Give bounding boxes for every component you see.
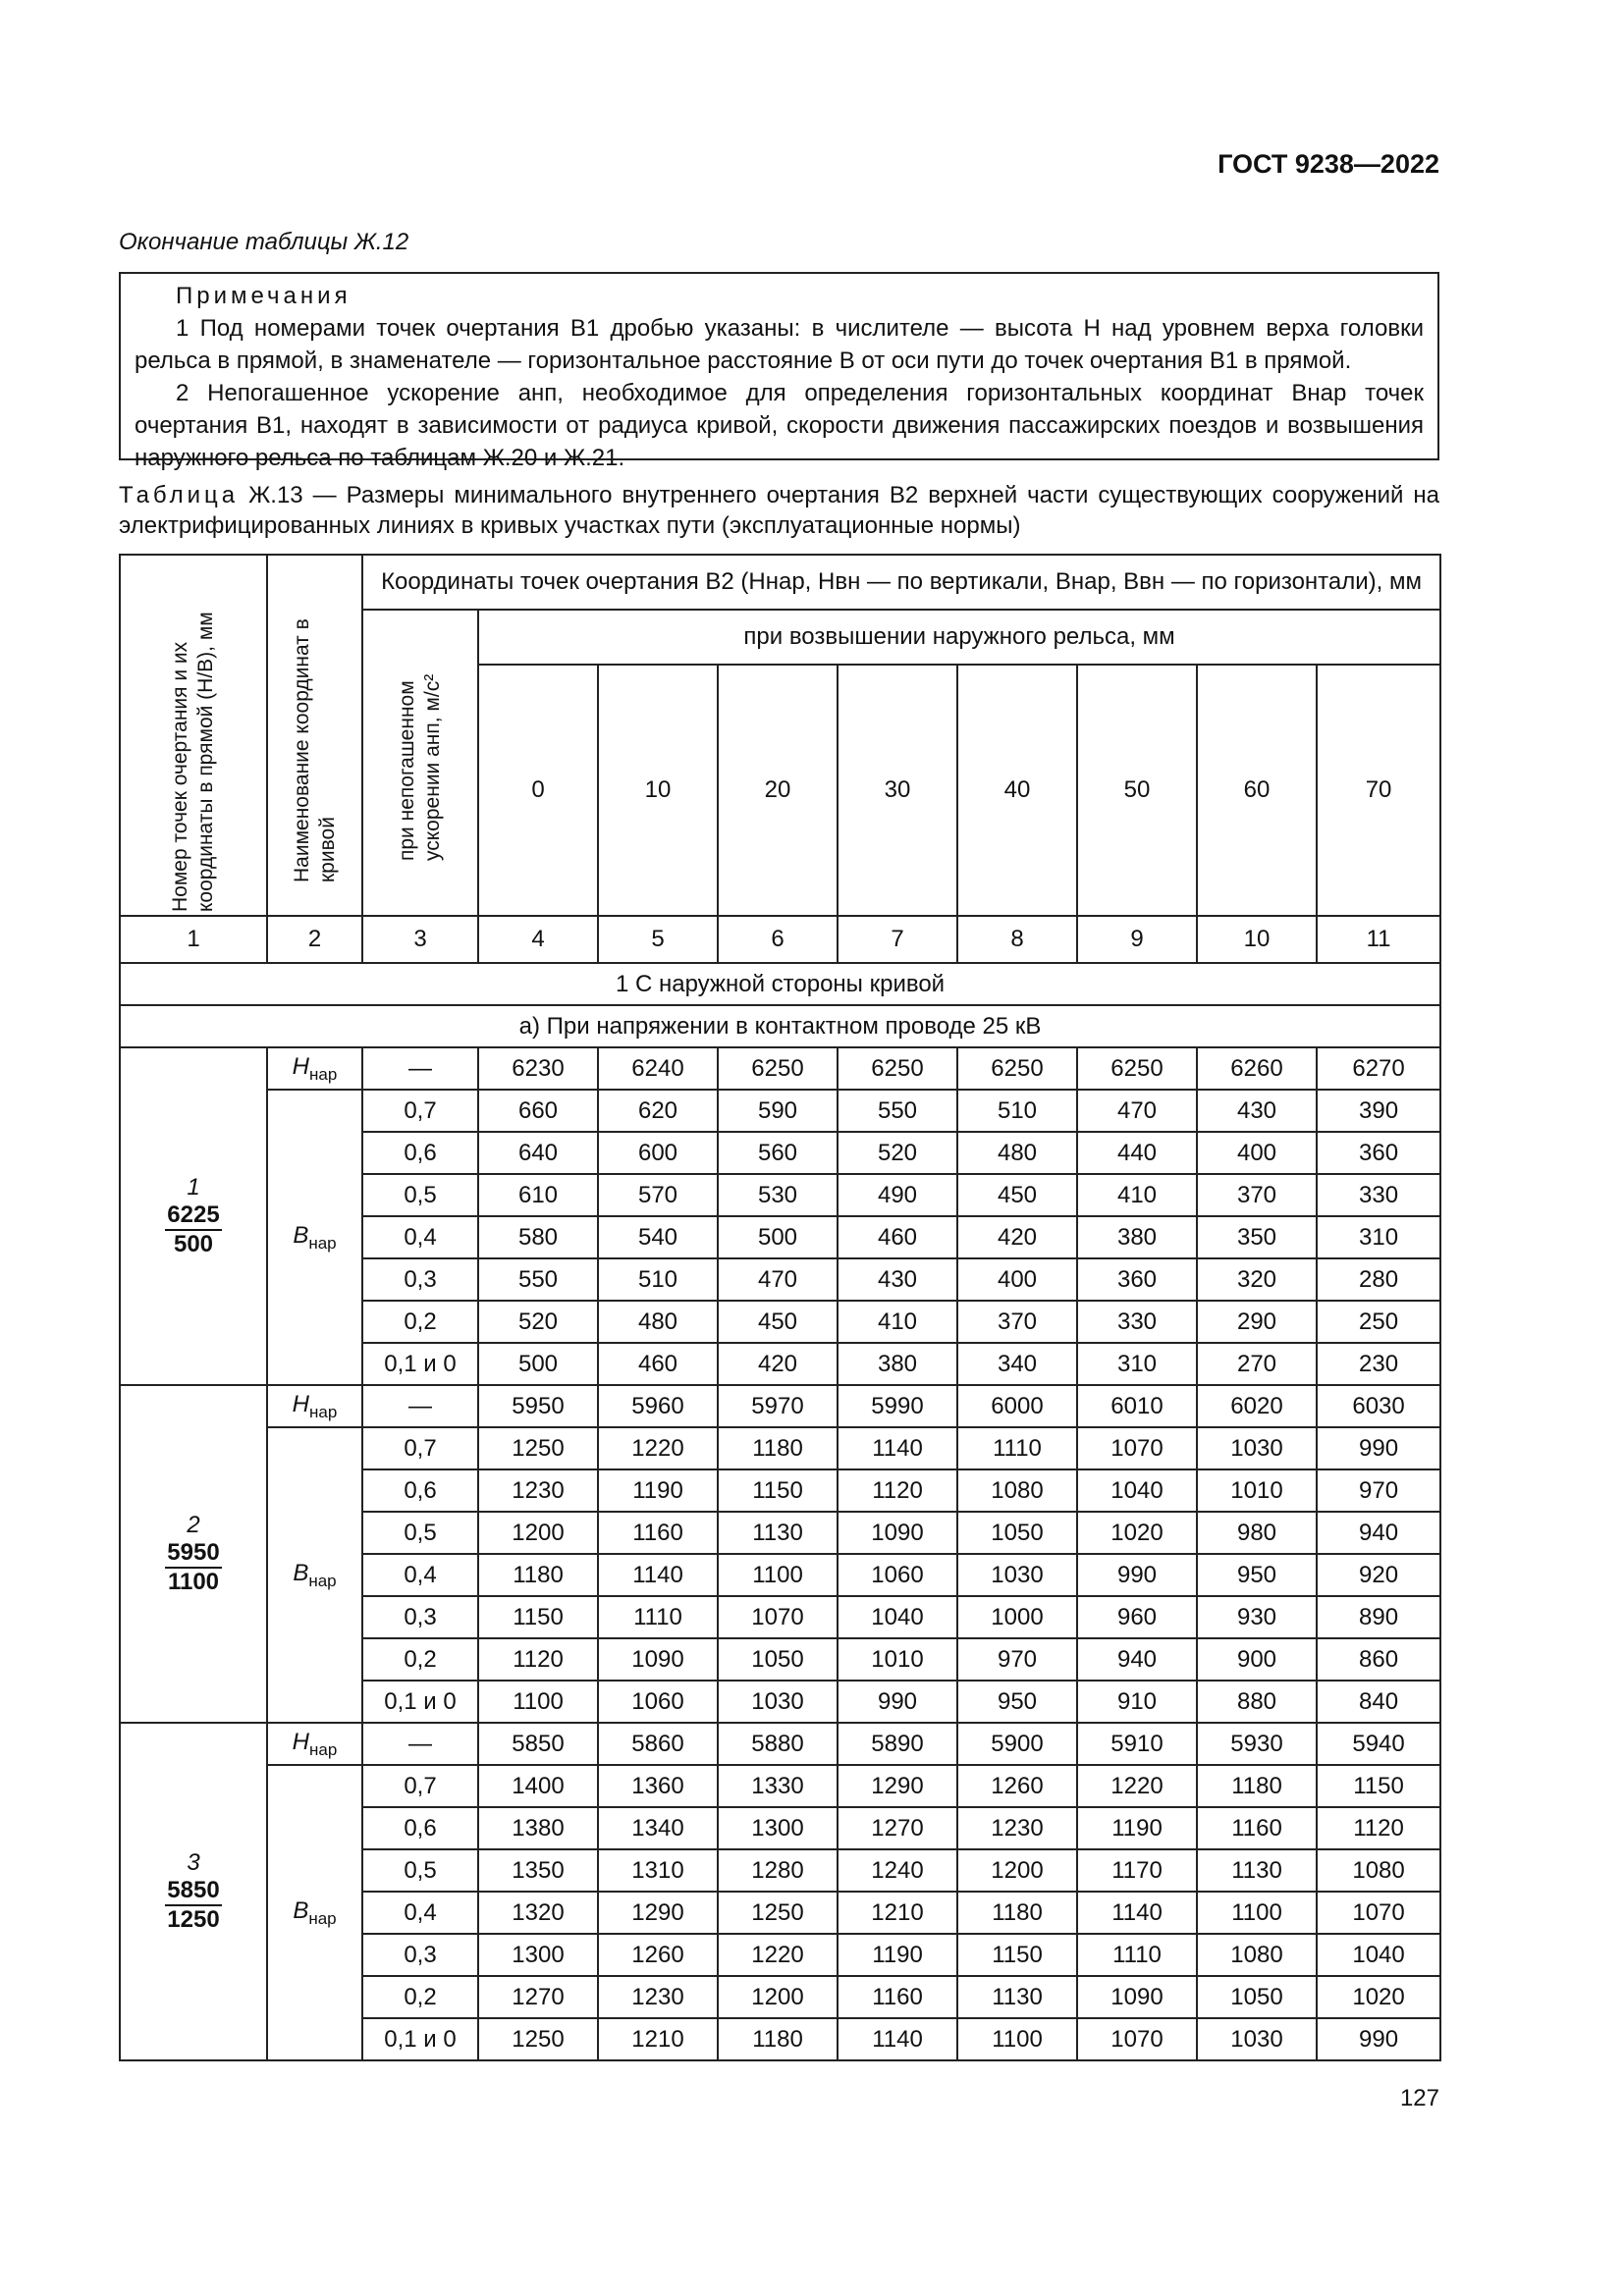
value-cell: 880	[1197, 1681, 1317, 1723]
value-cell: 1070	[1077, 2018, 1197, 2060]
point-cell	[120, 1723, 267, 2060]
value-cell: 930	[1197, 1596, 1317, 1638]
value-cell: 5950	[478, 1385, 598, 1427]
h-nar-label	[267, 1385, 362, 1427]
accel-cell: —	[362, 1047, 478, 1090]
value-cell: 1110	[957, 1427, 1077, 1469]
point-b: 1100	[167, 1569, 220, 1595]
accel-cell: 0,2	[362, 1301, 478, 1343]
value-cell: 1160	[1197, 1807, 1317, 1849]
value-cell: 970	[957, 1638, 1077, 1681]
value-cell: 1170	[1077, 1849, 1197, 1892]
accel-cell: 0,4	[362, 1216, 478, 1258]
value-cell: 1070	[1317, 1892, 1440, 1934]
value-cell: 1070	[1077, 1427, 1197, 1469]
value-cell: 1090	[838, 1512, 957, 1554]
dimensions-table	[119, 554, 1441, 2061]
value-cell: 1150	[718, 1469, 838, 1512]
value-cell: 360	[1077, 1258, 1197, 1301]
value-cell: 450	[957, 1174, 1077, 1216]
value-cell: 940	[1317, 1512, 1440, 1554]
point-cell	[120, 1385, 267, 1723]
value-cell: 1060	[838, 1554, 957, 1596]
value-cell: 1100	[957, 2018, 1077, 2060]
accel-cell: 0,6	[362, 1132, 478, 1174]
h-nar-label	[267, 1723, 362, 1765]
value-cell: 1090	[1077, 1976, 1197, 2018]
value-cell: 620	[598, 1090, 718, 1132]
elevation-header: 40	[957, 665, 1077, 916]
value-cell: 1090	[598, 1638, 718, 1681]
value-cell: 1200	[478, 1512, 598, 1554]
value-cell: 840	[1317, 1681, 1440, 1723]
value-cell: 1160	[838, 1976, 957, 2018]
value-cell: 510	[598, 1258, 718, 1301]
value-cell: 1120	[1317, 1807, 1440, 1849]
value-cell: 1190	[838, 1934, 957, 1976]
value-cell: 1140	[598, 1554, 718, 1596]
value-cell: 470	[718, 1258, 838, 1301]
value-cell: 1030	[718, 1681, 838, 1723]
value-cell: 5860	[598, 1723, 718, 1765]
value-cell: 940	[1077, 1638, 1197, 1681]
value-cell: 1180	[718, 2018, 838, 2060]
value-cell: 990	[1317, 2018, 1440, 2060]
point-number: 1	[187, 1174, 200, 1201]
value-cell: 1230	[598, 1976, 718, 2018]
b-nar-label	[267, 1090, 362, 1385]
elevation-header: 10	[598, 665, 718, 916]
value-cell: 1190	[1077, 1807, 1197, 1849]
value-cell: 380	[838, 1343, 957, 1385]
value-cell: 860	[1317, 1638, 1440, 1681]
value-cell: 1110	[598, 1596, 718, 1638]
value-cell: 1100	[478, 1681, 598, 1723]
value-cell: 290	[1197, 1301, 1317, 1343]
value-cell: 610	[478, 1174, 598, 1216]
value-cell: 1240	[838, 1849, 957, 1892]
value-cell: 5930	[1197, 1723, 1317, 1765]
value-cell: 1290	[838, 1765, 957, 1807]
value-cell: 1210	[598, 2018, 718, 2060]
column-number: 6	[718, 916, 838, 963]
value-cell: 1130	[718, 1512, 838, 1554]
value-cell: 1040	[1317, 1934, 1440, 1976]
value-cell: 250	[1317, 1301, 1440, 1343]
table-title-prefix: Таблица	[119, 482, 240, 508]
value-cell: 5960	[598, 1385, 718, 1427]
accel-cell: —	[362, 1385, 478, 1427]
value-cell: 580	[478, 1216, 598, 1258]
point-h: 5850	[165, 1877, 221, 1906]
value-cell: 420	[718, 1343, 838, 1385]
b-nar-label	[267, 1765, 362, 2060]
value-cell: 570	[598, 1174, 718, 1216]
value-cell: 400	[957, 1258, 1077, 1301]
value-cell: 1140	[838, 1427, 957, 1469]
accel-cell: 0,6	[362, 1469, 478, 1512]
value-cell: 480	[598, 1301, 718, 1343]
value-cell: 520	[478, 1301, 598, 1343]
value-cell: 1300	[718, 1807, 838, 1849]
accel-cell: 0,2	[362, 1638, 478, 1681]
value-cell: 1160	[598, 1512, 718, 1554]
value-cell: 330	[1317, 1174, 1440, 1216]
point-number: 3	[187, 1849, 200, 1876]
value-cell: 1020	[1077, 1512, 1197, 1554]
column-number: 9	[1077, 916, 1197, 963]
value-cell: 550	[838, 1090, 957, 1132]
col2-header: Наименование координат в кривой	[267, 555, 362, 916]
notes-box	[119, 272, 1439, 471]
value-cell: 390	[1317, 1090, 1440, 1132]
elevation-header: 20	[718, 665, 838, 916]
value-cell: 6030	[1317, 1385, 1440, 1427]
elevation-header: 70	[1317, 665, 1440, 916]
value-cell: 470	[1077, 1090, 1197, 1132]
accel-cell: 0,4	[362, 1892, 478, 1934]
value-cell: 600	[598, 1132, 718, 1174]
value-cell: 530	[718, 1174, 838, 1216]
point-coordinates	[165, 1877, 221, 1934]
value-cell: 410	[838, 1301, 957, 1343]
nar-subscript: нар	[309, 1064, 338, 1084]
value-cell: 1180	[478, 1554, 598, 1596]
accel-cell: 0,7	[362, 1765, 478, 1807]
value-cell: 5850	[478, 1723, 598, 1765]
value-cell: 1260	[957, 1765, 1077, 1807]
col3-header: при непогашенном ускорении aнп, м/с²	[362, 610, 478, 916]
value-cell: 1000	[957, 1596, 1077, 1638]
value-cell: 1110	[1077, 1934, 1197, 1976]
value-cell: 1300	[478, 1934, 598, 1976]
column-number: 7	[838, 916, 957, 963]
accel-cell: —	[362, 1723, 478, 1765]
nar-subscript: нар	[308, 1233, 337, 1253]
nar-subscript: нар	[308, 1571, 337, 1590]
value-cell: 360	[1317, 1132, 1440, 1174]
value-cell: 640	[478, 1132, 598, 1174]
value-cell: 1030	[1197, 2018, 1317, 2060]
value-cell: 1120	[478, 1638, 598, 1681]
value-cell: 1150	[478, 1596, 598, 1638]
value-cell: 1210	[838, 1892, 957, 1934]
value-cell: 1140	[838, 2018, 957, 2060]
value-cell: 440	[1077, 1132, 1197, 1174]
value-cell: 490	[838, 1174, 957, 1216]
value-cell: 6250	[838, 1047, 957, 1090]
value-cell: 6240	[598, 1047, 718, 1090]
note-1: 1 Под номерами точек очертания В1 дробью указаны: в числителе — высота H над уровнем верха головки рельса в прямой, в знаменателе — горизонтальное расстояние В от оси пути до точек очертания В1 в прямой.	[135, 315, 1424, 374]
point-b: 500	[173, 1231, 214, 1257]
point-h: 6225	[165, 1201, 221, 1231]
value-cell: 420	[957, 1216, 1077, 1258]
value-cell: 1060	[598, 1681, 718, 1723]
accel-cell: 0,5	[362, 1849, 478, 1892]
value-cell: 450	[718, 1301, 838, 1343]
value-cell: 1070	[718, 1596, 838, 1638]
value-cell: 1080	[1197, 1934, 1317, 1976]
value-cell: 1030	[957, 1554, 1077, 1596]
subsection-header: а) При напряжении в контактном проводе 25 кВ	[120, 1005, 1440, 1047]
value-cell: 510	[957, 1090, 1077, 1132]
value-cell: 1100	[1197, 1892, 1317, 1934]
page-number: 127	[1399, 2085, 1439, 2111]
value-cell: 1250	[718, 1892, 838, 1934]
value-cell: 6010	[1077, 1385, 1197, 1427]
table-row	[120, 1723, 1440, 1765]
value-cell: 1050	[957, 1512, 1077, 1554]
value-cell: 310	[1077, 1343, 1197, 1385]
value-cell: 370	[957, 1301, 1077, 1343]
value-cell: 1180	[718, 1427, 838, 1469]
table-row	[120, 1385, 1440, 1427]
value-cell: 1230	[957, 1807, 1077, 1849]
value-cell: 1250	[478, 1427, 598, 1469]
value-cell: 460	[598, 1343, 718, 1385]
value-cell: 1120	[838, 1469, 957, 1512]
value-cell: 950	[957, 1681, 1077, 1723]
note-2: 2 Непогашенное ускорение aнп, необходимое для определения горизонтальных координат Внар точек очертания В1, находят в зависимости от радиуса кривой, скорости движения пассажирских поездов и возвышения наружного рельса по таблицам Ж.20 и Ж.21.	[135, 380, 1424, 471]
value-cell: 6250	[1077, 1047, 1197, 1090]
value-cell: 1080	[1317, 1849, 1440, 1892]
value-cell: 1220	[1077, 1765, 1197, 1807]
value-cell: 430	[838, 1258, 957, 1301]
value-cell: 920	[1317, 1554, 1440, 1596]
h-nar-label	[267, 1047, 362, 1090]
nar-subscript: нар	[308, 1908, 337, 1928]
point-coordinates	[165, 1539, 221, 1596]
point-b: 1250	[167, 1906, 220, 1933]
h-symbol: H	[292, 1728, 310, 1755]
table-row	[120, 1090, 1440, 1132]
value-cell: 990	[1317, 1427, 1440, 1469]
value-cell: 6250	[957, 1047, 1077, 1090]
value-cell: 1050	[1197, 1976, 1317, 2018]
value-cell: 1260	[598, 1934, 718, 1976]
value-cell: 1350	[478, 1849, 598, 1892]
value-cell: 1220	[718, 1934, 838, 1976]
value-cell: 6020	[1197, 1385, 1317, 1427]
value-cell: 520	[838, 1132, 957, 1174]
value-cell: 990	[1077, 1554, 1197, 1596]
b-symbol: В	[293, 1559, 309, 1586]
value-cell: 1100	[718, 1554, 838, 1596]
value-cell: 350	[1197, 1216, 1317, 1258]
value-cell: 370	[1197, 1174, 1317, 1216]
table-row	[120, 1047, 1440, 1090]
value-cell: 6000	[957, 1385, 1077, 1427]
value-cell: 1010	[1197, 1469, 1317, 1512]
value-cell: 1270	[838, 1807, 957, 1849]
value-cell: 5910	[1077, 1723, 1197, 1765]
value-cell: 1130	[1197, 1849, 1317, 1892]
value-cell: 1050	[718, 1638, 838, 1681]
elevation-header: 60	[1197, 665, 1317, 916]
value-cell: 540	[598, 1216, 718, 1258]
value-cell: 330	[1077, 1301, 1197, 1343]
b-symbol: В	[293, 1221, 309, 1249]
value-cell: 5880	[718, 1723, 838, 1765]
accel-cell: 0,4	[362, 1554, 478, 1596]
value-cell: 1220	[598, 1427, 718, 1469]
b-symbol: В	[293, 1896, 309, 1924]
notes-title: Примечания	[176, 283, 352, 309]
value-cell: 1250	[478, 2018, 598, 2060]
value-cell: 1340	[598, 1807, 718, 1849]
value-cell: 1270	[478, 1976, 598, 2018]
accel-cell: 0,3	[362, 1934, 478, 1976]
value-cell: 1200	[718, 1976, 838, 2018]
value-cell: 6260	[1197, 1047, 1317, 1090]
value-cell: 1310	[598, 1849, 718, 1892]
column-number: 3	[362, 916, 478, 963]
value-cell: 460	[838, 1216, 957, 1258]
elevation-header: 50	[1077, 665, 1197, 916]
value-cell: 280	[1317, 1258, 1440, 1301]
accel-cell: 0,2	[362, 1976, 478, 2018]
value-cell: 500	[718, 1216, 838, 1258]
column-number: 8	[957, 916, 1077, 963]
value-cell: 410	[1077, 1174, 1197, 1216]
document-code: ГОСТ 9238—2022	[1218, 149, 1439, 179]
value-cell: 1030	[1197, 1427, 1317, 1469]
point-cell	[120, 1047, 267, 1385]
value-cell: 5900	[957, 1723, 1077, 1765]
column-number: 11	[1317, 916, 1440, 963]
accel-cell: 0,7	[362, 1427, 478, 1469]
value-cell: 1150	[957, 1934, 1077, 1976]
accel-cell: 0,1 и 0	[362, 1681, 478, 1723]
value-cell: 1190	[598, 1469, 718, 1512]
accel-cell: 0,1 и 0	[362, 1343, 478, 1385]
accel-cell: 0,5	[362, 1174, 478, 1216]
value-cell: 590	[718, 1090, 838, 1132]
value-cell: 900	[1197, 1638, 1317, 1681]
value-cell: 890	[1317, 1596, 1440, 1638]
h-symbol: H	[292, 1390, 310, 1417]
accel-cell: 0,1 и 0	[362, 2018, 478, 2060]
column-number: 1	[120, 916, 267, 963]
elevation-subgroup-header: при возвышении наружного рельса, мм	[478, 610, 1440, 665]
value-cell: 430	[1197, 1090, 1317, 1132]
value-cell: 1230	[478, 1469, 598, 1512]
value-cell: 980	[1197, 1512, 1317, 1554]
value-cell: 1020	[1317, 1976, 1440, 2018]
value-cell: 1290	[598, 1892, 718, 1934]
b-nar-label	[267, 1427, 362, 1723]
column-number: 5	[598, 916, 718, 963]
value-cell: 1320	[478, 1892, 598, 1934]
nar-subscript: нар	[309, 1402, 338, 1421]
column-number: 10	[1197, 916, 1317, 963]
accel-cell: 0,7	[362, 1090, 478, 1132]
column-number: 2	[267, 916, 362, 963]
value-cell: 1360	[598, 1765, 718, 1807]
value-cell: 6270	[1317, 1047, 1440, 1090]
value-cell: 230	[1317, 1343, 1440, 1385]
coordinates-group-header: Координаты точек очертания В2 (Hнар, Hвн — по вертикали, Внар, Ввн — по горизонтали), мм	[362, 555, 1440, 610]
value-cell: 1080	[957, 1469, 1077, 1512]
value-cell: 6230	[478, 1047, 598, 1090]
value-cell: 500	[478, 1343, 598, 1385]
value-cell: 5890	[838, 1723, 957, 1765]
value-cell: 480	[957, 1132, 1077, 1174]
value-cell: 1280	[718, 1849, 838, 1892]
value-cell: 560	[718, 1132, 838, 1174]
value-cell: 1150	[1317, 1765, 1440, 1807]
value-cell: 990	[838, 1681, 957, 1723]
accel-cell: 0,3	[362, 1596, 478, 1638]
value-cell: 1200	[957, 1849, 1077, 1892]
value-cell: 1040	[838, 1596, 957, 1638]
accel-cell: 0,3	[362, 1258, 478, 1301]
accel-cell: 0,6	[362, 1807, 478, 1849]
elevation-header: 0	[478, 665, 598, 916]
value-cell: 270	[1197, 1343, 1317, 1385]
h-symbol: H	[292, 1052, 310, 1080]
value-cell: 1140	[1077, 1892, 1197, 1934]
value-cell: 1130	[957, 1976, 1077, 2018]
value-cell: 380	[1077, 1216, 1197, 1258]
value-cell: 970	[1317, 1469, 1440, 1512]
col1-header: Номер точек очертания и их координаты в прямой (H/B), мм	[120, 555, 267, 916]
value-cell: 5990	[838, 1385, 957, 1427]
point-number: 2	[187, 1512, 200, 1538]
section-header: 1 С наружной стороны кривой	[120, 963, 1440, 1005]
value-cell: 910	[1077, 1681, 1197, 1723]
value-cell: 1010	[838, 1638, 957, 1681]
value-cell: 400	[1197, 1132, 1317, 1174]
value-cell: 1330	[718, 1765, 838, 1807]
value-cell: 5940	[1317, 1723, 1440, 1765]
point-h: 5950	[165, 1539, 221, 1569]
elevation-header: 30	[838, 665, 957, 916]
value-cell: 1380	[478, 1807, 598, 1849]
value-cell: 340	[957, 1343, 1077, 1385]
value-cell: 1180	[1197, 1765, 1317, 1807]
nar-subscript: нар	[309, 1739, 338, 1759]
value-cell: 1400	[478, 1765, 598, 1807]
value-cell: 550	[478, 1258, 598, 1301]
accel-cell: 0,5	[362, 1512, 478, 1554]
value-cell: 1040	[1077, 1469, 1197, 1512]
point-coordinates	[165, 1201, 221, 1258]
table-continuation-caption: Окончание таблицы Ж.12	[119, 229, 409, 255]
table-title-text: Ж.13 — Размеры минимального внутреннего очертания В2 верхней части существующих сооружений на электрифицированных линиях в кривых участках пути (эксплуатационные нормы)	[119, 482, 1440, 539]
value-cell: 320	[1197, 1258, 1317, 1301]
value-cell: 310	[1317, 1216, 1440, 1258]
table-row	[120, 1427, 1440, 1469]
table-row	[120, 1765, 1440, 1807]
column-number: 4	[478, 916, 598, 963]
value-cell: 5970	[718, 1385, 838, 1427]
table-title	[119, 480, 1439, 541]
value-cell: 1180	[957, 1892, 1077, 1934]
value-cell: 950	[1197, 1554, 1317, 1596]
value-cell: 660	[478, 1090, 598, 1132]
value-cell: 960	[1077, 1596, 1197, 1638]
value-cell: 6250	[718, 1047, 838, 1090]
